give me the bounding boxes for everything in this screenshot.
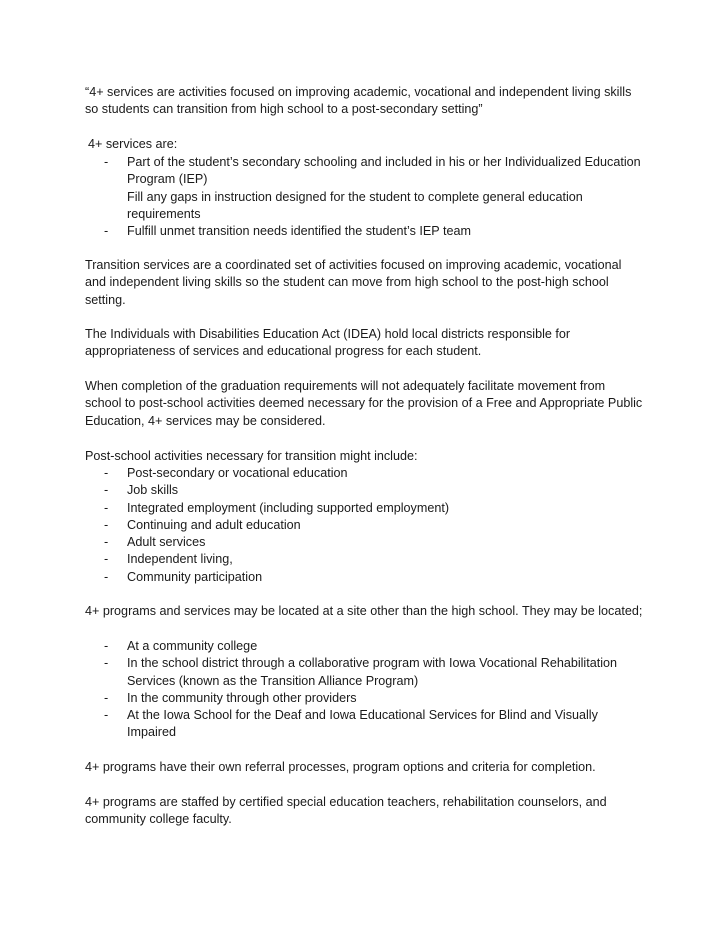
list-item-text: Job skills [127,483,179,498]
list-item [85,638,645,655]
list-bullet: - [104,155,109,169]
list-bullet: - [104,483,109,498]
list-item [85,551,645,568]
list-bullet: - [104,224,109,239]
services-heading: 4+ services are: [88,137,178,151]
list-item-text: Independent living, [127,552,233,567]
list-item [85,482,645,499]
transition-services-paragraph: Transition services are a coordinated set of activities focused on improving academic, vocational and independent living skills so the student can move from high school to the post-high school setting. [85,258,622,307]
list-item-text: At the Iowa School for the Deaf and Iowa Educational Services for Blind and Visually Impaired [127,708,598,740]
list-item [85,707,645,742]
list-bullet: - [104,639,109,653]
list-item [85,517,645,534]
list-item-text: At a community college [127,639,258,653]
list-item [85,465,645,482]
definition-quote: “4+ services are activities focused on improving academic, vocational and independent living skills so students can transition from high school to a post-secondary setting” [85,85,632,117]
list-item [85,154,645,223]
list-bullet: - [104,466,109,480]
referral-paragraph: 4+ programs have their own referral processes, program options and criteria for completion. [85,760,596,774]
list-item [85,500,645,517]
activities-list [85,465,645,586]
list-bullet: - [104,569,109,584]
list-bullet: - [104,500,109,515]
activities-heading: Post-school activities necessary for transition might include: [85,449,418,463]
services-list [85,154,645,240]
list-item-text: Community participation [127,569,263,584]
list-bullet: - [104,708,109,723]
list-item [85,534,645,551]
list-item-text: Adult services [127,535,206,550]
idea-paragraph: The Individuals with Disabilities Education Act (IDEA) hold local districts responsible for appropriateness of services and educational progress for each student. [85,327,571,359]
list-item-text: In the community through other providers [127,690,357,705]
list-item-text: Continuing and adult education [127,517,301,532]
list-item [85,690,645,707]
list-item [85,569,645,586]
graduation-paragraph: When completion of the graduation requirements will not adequately facilitate movement from school to post-school activities deemed necessary for the provision of a Free and Appropriate Public Education, 4+ services may be considered. [85,379,643,428]
list-bullet: - [104,517,109,532]
location-paragraph: 4+ programs and services may be located at a site other than the high school. They may be located; [85,604,643,618]
list-item-text: Integrated employment (including supported employment) [127,500,450,515]
list-item [85,655,645,690]
list-bullet: - [104,535,109,550]
staffing-paragraph: 4+ programs are staffed by certified special education teachers, rehabilitation counselors, and community college faculty. [85,795,607,827]
list-item [85,223,645,240]
list-item-text: Post-secondary or vocational education [127,466,348,480]
list-item-text: Fulfill unmet transition needs identified the student’s IEP team [127,224,471,239]
list-bullet: - [104,690,109,705]
list-item-text: Part of the student’s secondary schooling and included in his or her Individualized Education Program (IEP) [127,155,641,187]
location-list [85,638,645,742]
list-bullet: - [104,656,109,671]
list-bullet: - [104,552,109,567]
list-item-text: In the school district through a collaborative program with Iowa Vocational Rehabilitation Services (known as the Transition Alliance Program) [127,656,618,688]
list-item-continuation: Fill any gaps in instruction designed for the student to complete general education requirements [127,189,583,221]
